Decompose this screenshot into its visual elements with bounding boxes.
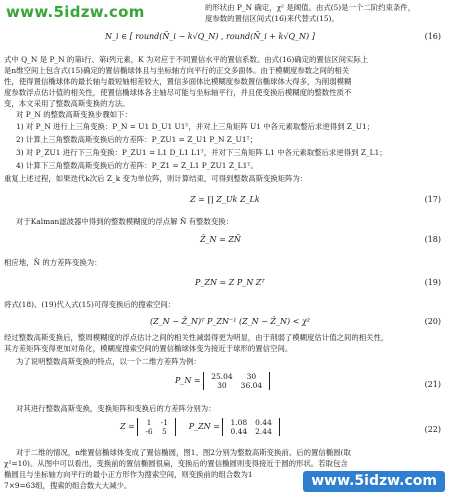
text-line: 相应地，N̂ 的方差阵变换为： xyxy=(4,258,102,267)
text-line: 的形状由 P_N 确定，χ² 是阈值。由式(5)是一个二阶约束条件， xyxy=(205,3,416,12)
step-2: 2) 计算上三角整数高斯变换后的方差阵：P_ZU1 = Z_U1 P_N Z_U1ᵀ； xyxy=(16,135,258,144)
text-line: 是n维空间上包含式(15)确定的置信椭球体且与坐标轴方向平行的正交多面体。由于模糊度参数之间的相关 xyxy=(4,66,350,75)
text-line: 重复上述过程，如果迭代k次后 Z_k 变为单位阵，则计算结束，可得到整数高斯变换矩阵为： xyxy=(4,174,308,183)
text-line: 性，使得置信椭球体的最长轴与最短轴相差较大，置信多面体比模糊度参数置信椭球体大得多，为削弱模糊 xyxy=(4,77,352,86)
text-line: 对 P_N 的整数高斯变换步骤如下： xyxy=(16,110,132,119)
matrix-cell: 36.04 xyxy=(240,381,263,390)
text-line: 对其进行整数高斯变换，变换矩阵和变换后的方差阵分别为： xyxy=(16,404,216,413)
equation-16: N_i ∈ [ round(Ñ_i − k√Q_N) , round(Ñ_i + k√Q_N) ] xyxy=(105,32,315,41)
equation-22-p-lhs: P_ZN = xyxy=(188,422,220,431)
watermark-bottom: www.5idzw.com xyxy=(303,471,445,492)
matrix-cell: 5 xyxy=(161,427,167,436)
matrix-cell: 1.08 xyxy=(230,418,248,427)
matrix-cell: -6 xyxy=(145,427,153,436)
text-line: 度参数的置信区间式(16)来代替式(15)。 xyxy=(205,14,339,23)
watermark-top: www.5idzw.com xyxy=(6,3,145,21)
text-line: 其方差矩阵变得更加对角化，模糊度搜索空间的置信椭球体变为接近于球形的置信空间。 xyxy=(4,344,293,353)
text-line: 7×9=63组，搜索的组合数大大减少。 xyxy=(4,481,132,490)
step-1: 1) 对 P_N 进行上三角变换：P_N = U1 D_U1 U1ᵀ，并对上三角矩阵 U1 中各元素取整后求逆得到 Z_U1； xyxy=(16,122,375,131)
equation-number: (22) xyxy=(424,425,441,434)
matrix-cell: 2.44 xyxy=(255,427,272,436)
text-line: 变，本文采用了整数高斯变换的方法。 xyxy=(4,99,130,108)
matrix-cell: 1 xyxy=(146,418,152,427)
equation-20: (Z_N − Ẑ_N)ᵀ P_ZN⁻¹ (Z_N − Ẑ_N) < χ² xyxy=(150,317,310,326)
equation-number: (18) xyxy=(424,235,441,244)
matrix-pn xyxy=(203,372,270,390)
matrix-cell: 25.04 xyxy=(211,372,233,381)
text-line: 对于二维的情况，n维置信椭球体变成了置信椭圆，图1、图2分别为整数高斯变换前、后的置信椭圆(取 xyxy=(16,448,351,457)
matrix-cell: 0.44 xyxy=(255,418,272,427)
text-line: 经过整数高斯变换后，整周模糊度的浮点估计之间的相关性减弱得更为明显，由于削弱了模糊度估计值之间的相关性， xyxy=(4,333,389,342)
matrix-cell: 30 xyxy=(217,381,227,390)
equation-18: Ẑ_N = ZÑ xyxy=(200,235,241,244)
text-line: 对于Kalman滤波器中得到的整数模糊度的浮点解 Ñ 有整数变换： xyxy=(16,217,234,226)
equation-number: (19) xyxy=(424,278,441,287)
text-line: 将式(18)、(19)代入式(15)可得变换后的搜索空间： xyxy=(4,300,176,309)
matrix-z xyxy=(137,418,176,436)
equation-number: (21) xyxy=(424,380,441,389)
text-line: 为了说明整数高斯变换的特点，以一个二维方差阵为例： xyxy=(16,357,201,366)
step-3: 3) 对 P_ZU1 进行下三角变换：P_ZU1 = L1 D_L1 L1ᵀ，并对下三角矩阵 L1 中各元素取整后求逆得到 Z_L1； xyxy=(16,148,387,157)
equation-19: P_ZN = Z P_N Zᵀ xyxy=(195,278,265,287)
equation-22-z-lhs: Z = xyxy=(120,422,135,431)
matrix-cell: 30 xyxy=(246,372,257,381)
equation-number: (17) xyxy=(424,195,441,204)
equation-17: Z = ∏ Z_Uk Z_Lk xyxy=(190,195,260,204)
step-4: 4) 计算下三角整数高斯变换后的方差阵：P_Z1 = Z_L1 P_ZU1 Z_L1ᵀ。 xyxy=(16,161,258,170)
equation-22 xyxy=(120,418,280,436)
text-line: χ²=10)。从图中可以看出，变换前的置信椭圆很扁，变换后的置信椭圆则变得接近于圆的形状。若取包含 xyxy=(4,459,348,468)
matrix-pzn xyxy=(222,418,279,436)
equation-21 xyxy=(175,372,270,390)
equation-number: (20) xyxy=(424,317,441,326)
equation-number: (16) xyxy=(424,32,441,41)
equation-21-lhs: P_N = xyxy=(175,376,201,385)
text-line: 椭圆且与坐标轴方向平行的最小正方形作为搜索空间，则变换前的组合数为1 xyxy=(4,470,253,479)
text-line: 度参数浮点估计值的相关性，使置信椭球体各主轴尽可能与坐标轴平行，并且使变换后模糊度的整数性质不 xyxy=(4,88,352,97)
text-line: 式中 Q_N 是 P_N 的第i行、第i列元素，K 为对应于不同置信水平的置信系数。由式(16)确定的置信区间实际上 xyxy=(4,55,369,64)
matrix-cell: -1 xyxy=(160,418,168,427)
matrix-cell: 0.44 xyxy=(230,427,248,436)
